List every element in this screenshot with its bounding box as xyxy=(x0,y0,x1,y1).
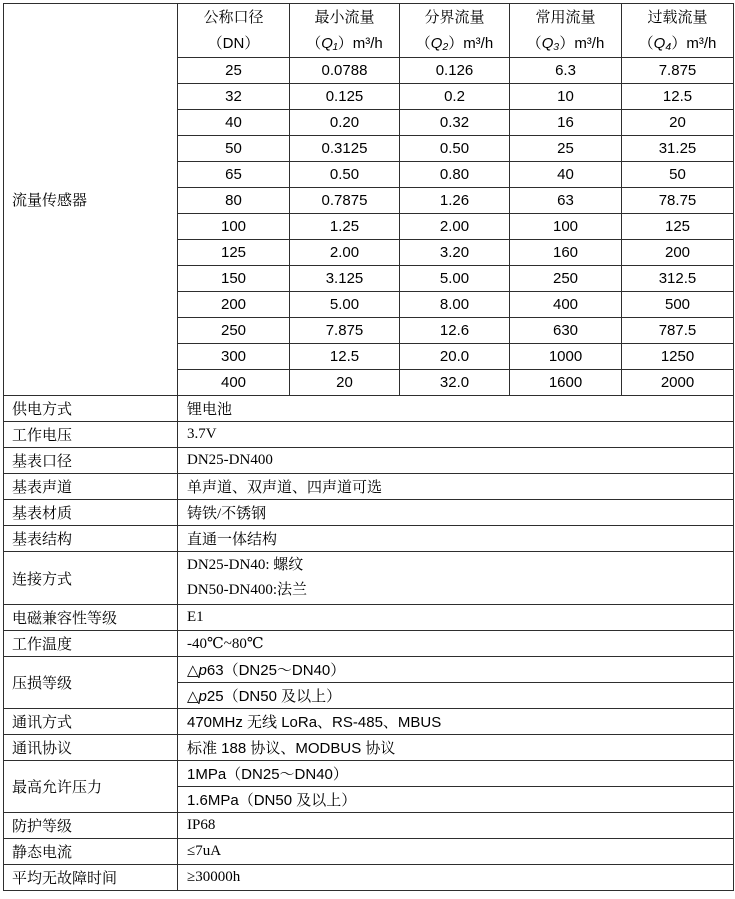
spec-value: DN25-DN400 xyxy=(178,448,734,474)
spec-label: 基表声道 xyxy=(4,474,178,500)
spec-label: 最高允许压力 xyxy=(4,761,178,813)
dn-cell: 65 xyxy=(178,162,290,188)
q4-cell: 7.875 xyxy=(622,58,734,84)
q1-cell: 0.7875 xyxy=(290,188,400,214)
q3-cell: 1600 xyxy=(510,370,622,396)
q3-cell: 63 xyxy=(510,188,622,214)
flow-sensor-spec-table xyxy=(3,3,734,891)
q4-cell: 78.75 xyxy=(622,188,734,214)
col-header-qtrans xyxy=(400,4,510,58)
spec-value: 铸铁/不锈钢 xyxy=(178,500,734,526)
q3-cell: 400 xyxy=(510,292,622,318)
q1-cell: 7.875 xyxy=(290,318,400,344)
col-header-qmax-title: 过载流量 xyxy=(647,9,708,26)
spec-row-temperature xyxy=(4,631,734,657)
col-header-qmin-unit: （Q₁）m³/h xyxy=(306,34,383,52)
q3-cell: 25 xyxy=(510,136,622,162)
q1-cell: 0.0788 xyxy=(290,58,400,84)
col-header-dn-sub: （DN） xyxy=(207,34,260,52)
col-header-qtrans-title: 分界流量 xyxy=(424,9,485,26)
spec-label: 静态电流 xyxy=(4,839,178,865)
spec-row-communication xyxy=(4,709,734,735)
q2-cell: 0.2 xyxy=(400,84,510,110)
spec-row-channels xyxy=(4,474,734,500)
flow-header-row xyxy=(4,4,734,58)
q4-cell: 20 xyxy=(622,110,734,136)
spec-row-max-pressure-1 xyxy=(4,761,734,787)
q1-cell: 0.125 xyxy=(290,84,400,110)
q1-cell: 1.25 xyxy=(290,214,400,240)
q4-cell: 1250 xyxy=(622,344,734,370)
spec-value: 470MHz 无线 LoRa、RS-485、MBUS xyxy=(178,709,734,735)
q3-cell: 40 xyxy=(510,162,622,188)
col-header-qnominal-unit: （Q₃）m³/h xyxy=(526,34,605,52)
spec-label: 电磁兼容性等级 xyxy=(4,605,178,631)
spec-row-static-current xyxy=(4,839,734,865)
q4-cell: 125 xyxy=(622,214,734,240)
dn-cell: 40 xyxy=(178,110,290,136)
spec-row-power xyxy=(4,396,734,422)
q4-cell: 31.25 xyxy=(622,136,734,162)
spec-row-voltage xyxy=(4,422,734,448)
dn-cell: 200 xyxy=(178,292,290,318)
col-header-qnominal-title: 常用流量 xyxy=(535,9,596,26)
dn-cell: 150 xyxy=(178,266,290,292)
q1-cell: 0.3125 xyxy=(290,136,400,162)
q1-cell: 20 xyxy=(290,370,400,396)
spec-value: 单声道、双声道、四声道可选 xyxy=(178,474,734,500)
spec-value: 锂电池 xyxy=(178,396,734,422)
spec-row-protocol xyxy=(4,735,734,761)
q4-cell: 2000 xyxy=(622,370,734,396)
spec-row-structure xyxy=(4,526,734,552)
col-header-dn xyxy=(178,4,290,58)
spec-label: 平均无故障时间 xyxy=(4,865,178,891)
q3-cell: 630 xyxy=(510,318,622,344)
spec-value: 1MPa（DN25～DN40） xyxy=(178,761,734,787)
spec-value-line: DN25-DN40: 螺纹 xyxy=(187,557,304,573)
col-header-qmax xyxy=(622,4,734,58)
spec-value: IP68 xyxy=(178,813,734,839)
spec-label: 通讯协议 xyxy=(4,735,178,761)
col-header-qnominal xyxy=(510,4,622,58)
dn-cell: 80 xyxy=(178,188,290,214)
q3-cell: 10 xyxy=(510,84,622,110)
spec-value-line: DN50-DN400:法兰 xyxy=(187,582,307,598)
q2-cell: 0.80 xyxy=(400,162,510,188)
q3-cell: 160 xyxy=(510,240,622,266)
q4-cell: 787.5 xyxy=(622,318,734,344)
col-header-qmin-title: 最小流量 xyxy=(314,9,375,26)
spec-label: 工作电压 xyxy=(4,422,178,448)
spec-label: 防护等级 xyxy=(4,813,178,839)
q1-cell: 2.00 xyxy=(290,240,400,266)
spec-value: ≤7uA xyxy=(178,839,734,865)
q2-cell: 3.20 xyxy=(400,240,510,266)
dn-cell: 32 xyxy=(178,84,290,110)
q4-cell: 50 xyxy=(622,162,734,188)
spec-row-emc xyxy=(4,605,734,631)
spec-value: E1 xyxy=(178,605,734,631)
dn-cell: 125 xyxy=(178,240,290,266)
q2-cell: 0.126 xyxy=(400,58,510,84)
spec-row-meter-diameter xyxy=(4,448,734,474)
spec-label: 基表材质 xyxy=(4,500,178,526)
q4-cell: 312.5 xyxy=(622,266,734,292)
spec-label: 连接方式 xyxy=(4,552,178,605)
sensor-merged-cell xyxy=(4,4,178,396)
dn-cell: 400 xyxy=(178,370,290,396)
col-header-qtrans-unit: （Q₂）m³/h xyxy=(415,34,494,52)
spec-row-mtbf xyxy=(4,865,734,891)
q1-cell: 0.20 xyxy=(290,110,400,136)
q1-cell: 5.00 xyxy=(290,292,400,318)
spec-label: 工作温度 xyxy=(4,631,178,657)
dn-cell: 100 xyxy=(178,214,290,240)
spec-value: -40℃~80℃ xyxy=(178,631,734,657)
dn-cell: 300 xyxy=(178,344,290,370)
q3-cell: 100 xyxy=(510,214,622,240)
q3-cell: 1000 xyxy=(510,344,622,370)
q4-cell: 12.5 xyxy=(622,84,734,110)
q2-cell: 32.0 xyxy=(400,370,510,396)
q2-cell: 8.00 xyxy=(400,292,510,318)
q3-cell: 250 xyxy=(510,266,622,292)
spec-row-material xyxy=(4,500,734,526)
spec-value: 1.6MPa（DN50 及以上） xyxy=(178,787,734,813)
q2-cell: 0.50 xyxy=(400,136,510,162)
q2-cell: 5.00 xyxy=(400,266,510,292)
spec-value: △p63（DN25～DN40） xyxy=(178,657,734,683)
spec-row-pressure-loss-1 xyxy=(4,657,734,683)
q1-cell: 12.5 xyxy=(290,344,400,370)
q4-cell: 500 xyxy=(622,292,734,318)
spec-label: 基表口径 xyxy=(4,448,178,474)
spec-value: △p25（DN50 及以上） xyxy=(178,683,734,709)
spec-label: 压损等级 xyxy=(4,657,178,709)
dn-cell: 50 xyxy=(178,136,290,162)
spec-label: 通讯方式 xyxy=(4,709,178,735)
col-header-qmax-unit: （Q₄）m³/h xyxy=(638,34,717,52)
spec-value: 标准 188 协议、MODBUS 协议 xyxy=(178,735,734,761)
spec-label: 供电方式 xyxy=(4,396,178,422)
q2-cell: 0.32 xyxy=(400,110,510,136)
q2-cell: 2.00 xyxy=(400,214,510,240)
q2-cell: 1.26 xyxy=(400,188,510,214)
q2-cell: 20.0 xyxy=(400,344,510,370)
col-header-dn-title: 公称口径 xyxy=(203,9,264,26)
dn-cell: 250 xyxy=(178,318,290,344)
q3-cell: 6.3 xyxy=(510,58,622,84)
sensor-label: 流量传感器 xyxy=(12,193,88,209)
q4-cell: 200 xyxy=(622,240,734,266)
q2-cell: 12.6 xyxy=(400,318,510,344)
spec-value: 直通一体结构 xyxy=(178,526,734,552)
q1-cell: 0.50 xyxy=(290,162,400,188)
spec-value: 3.7V xyxy=(178,422,734,448)
q1-cell: 3.125 xyxy=(290,266,400,292)
spec-label: 基表结构 xyxy=(4,526,178,552)
spec-row-connection xyxy=(4,552,734,605)
spec-row-protection xyxy=(4,813,734,839)
spec-value: ≥30000h xyxy=(178,865,734,891)
col-header-qmin xyxy=(290,4,400,58)
dn-cell: 25 xyxy=(178,58,290,84)
spec-value xyxy=(178,552,734,605)
q3-cell: 16 xyxy=(510,110,622,136)
